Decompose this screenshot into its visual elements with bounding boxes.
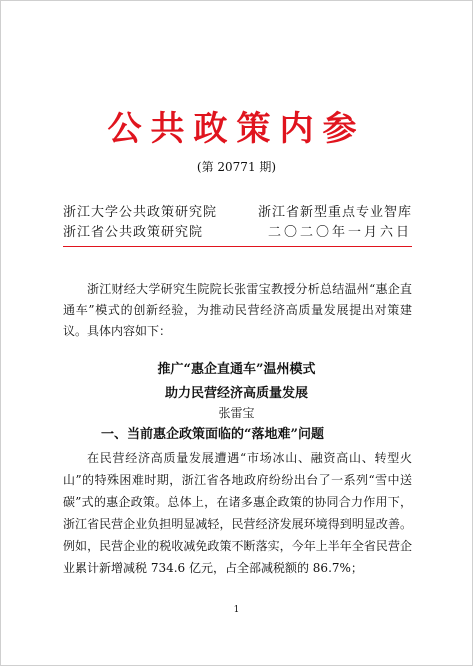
section-heading: 一、当前惠企政策面临的“落地难”问题 (101, 427, 324, 442)
masthead-row-1 (63, 201, 412, 220)
publication-date: 二〇二〇年一月六日 (267, 225, 412, 240)
document-title: 公共政策内参 (107, 109, 366, 149)
article-subtitle: 助力民营经济高质量发展 (164, 386, 308, 401)
article-title: 推广“惠企直通车”温州模式 (157, 362, 316, 377)
page-number: 1 (233, 605, 240, 615)
issue-number: (第 20771 期) (196, 160, 277, 174)
header-divider (63, 246, 412, 247)
author-name: 张雷宝 (218, 406, 255, 420)
body-paragraph: 在民营经济高质量发展遭遇“市场冰山、融资高山、转型火山”的特殊困难时期，浙江省各地政府纷纷出台了一系列“雪中送碳”式的惠企政策。总体上，在诸多惠企政策的协同合力作用下，浙江省民营企业负担明显减轻，民营经济发展环境得到明显改善。例如，民营企业的税收减免政策不断落实，今年上半年全省民营企业累计新增减税 734.6 亿元，占全部减税额的 86.7%； (63, 451, 412, 575)
institution-name: 浙江大学公共政策研究院 (63, 205, 218, 220)
institution-name: 浙江省公共政策研究院 (63, 225, 204, 240)
think-tank-label: 浙江省新型重点专业智库 (257, 205, 412, 220)
intro-paragraph: 浙江财经大学研究生院院长张雷宝教授分析总结温州“惠企直通车”模式的创新经验，为推动民营经济高质量发展提出对策建议。具体内容如下： (63, 282, 412, 338)
masthead-row-2 (63, 221, 412, 240)
